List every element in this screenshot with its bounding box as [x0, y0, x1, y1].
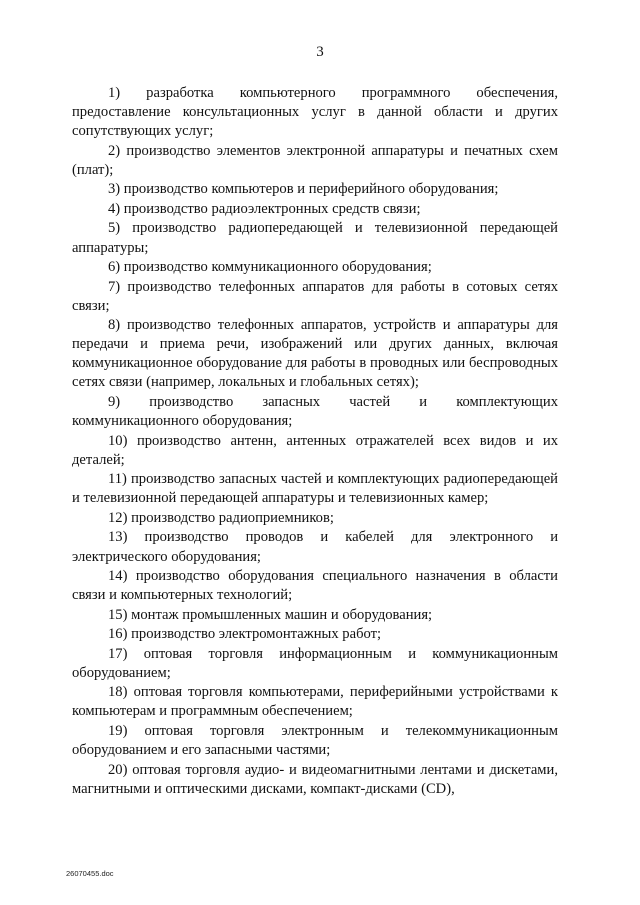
- list-item-4: 4) производство радиоэлектронных средств связи;: [108, 200, 421, 217]
- list-item-15: 15) монтаж промышленных машин и оборудования;: [108, 606, 433, 623]
- list-item-9: 9) производство запасных частей и комплектующих коммуникационного оборудования;: [72, 394, 558, 430]
- footer-filename: 26070455.doc: [66, 869, 114, 878]
- list-item-13: 13) производство проводов и кабелей для электронного и электрического оборудования;: [72, 529, 558, 565]
- activity-list: [72, 84, 558, 799]
- list-item-2: 2) производство элементов электронной аппаратуры и печатных схем (плат);: [72, 142, 558, 178]
- list-item-14: 14) производство оборудования специального назначения в области связи и компьютерных технологий;: [72, 568, 558, 604]
- list-item-17: 17) оптовая торговля информационным и коммуникационным оборудованием;: [72, 645, 558, 681]
- list-item-20: 20) оптовая торговля аудио- и видеомагнитными лентами и дискетами, магнитными и оптическими дисками, компакт-дисками (CD),: [72, 761, 558, 797]
- list-item-19: 19) оптовая торговля электронным и телекоммуникационным оборудованием и его запасными частями;: [72, 722, 558, 759]
- list-item-3: 3) производство компьютеров и периферийного оборудования;: [108, 181, 499, 198]
- list-item-1: 1) разработка компьютерного программного обеспечения, предоставление консультационных услуг в данной области и других сопутствующих услуг;: [72, 85, 558, 140]
- page-number: 3: [316, 44, 324, 60]
- list-item-5: 5) производство радиопередающей и телевизионной передающей аппаратуры;: [72, 220, 558, 256]
- list-item-7: 7) производство телефонных аппаратов для работы в сотовых сетях связи;: [72, 278, 558, 314]
- list-item-8: 8) производство телефонных аппаратов, устройств и аппаратуры для передачи и приема речи, изображений или других данных, включая коммуникационное оборудование для работы в проводных или беспроводных сетях связи (например, локальных и глобальных сетях);: [72, 317, 558, 391]
- list-item-6: 6) производство коммуникационного оборудования;: [108, 259, 432, 276]
- list-item-18: 18) оптовая торговля компьютерами, периферийными устройствами к компьютерам и программным обеспечением;: [72, 684, 558, 720]
- list-item-11: 11) производство запасных частей и комплектующих радиопередающей и телевизионной передающей аппаратуры и телевизионных камер;: [72, 471, 558, 507]
- list-item-10: 10) производство антенн, антенных отражателей всех видов и их деталей;: [72, 432, 558, 468]
- list-item-12: 12) производство радиоприемников;: [108, 509, 334, 526]
- list-item-16: 16) производство электромонтажных работ;: [108, 626, 382, 643]
